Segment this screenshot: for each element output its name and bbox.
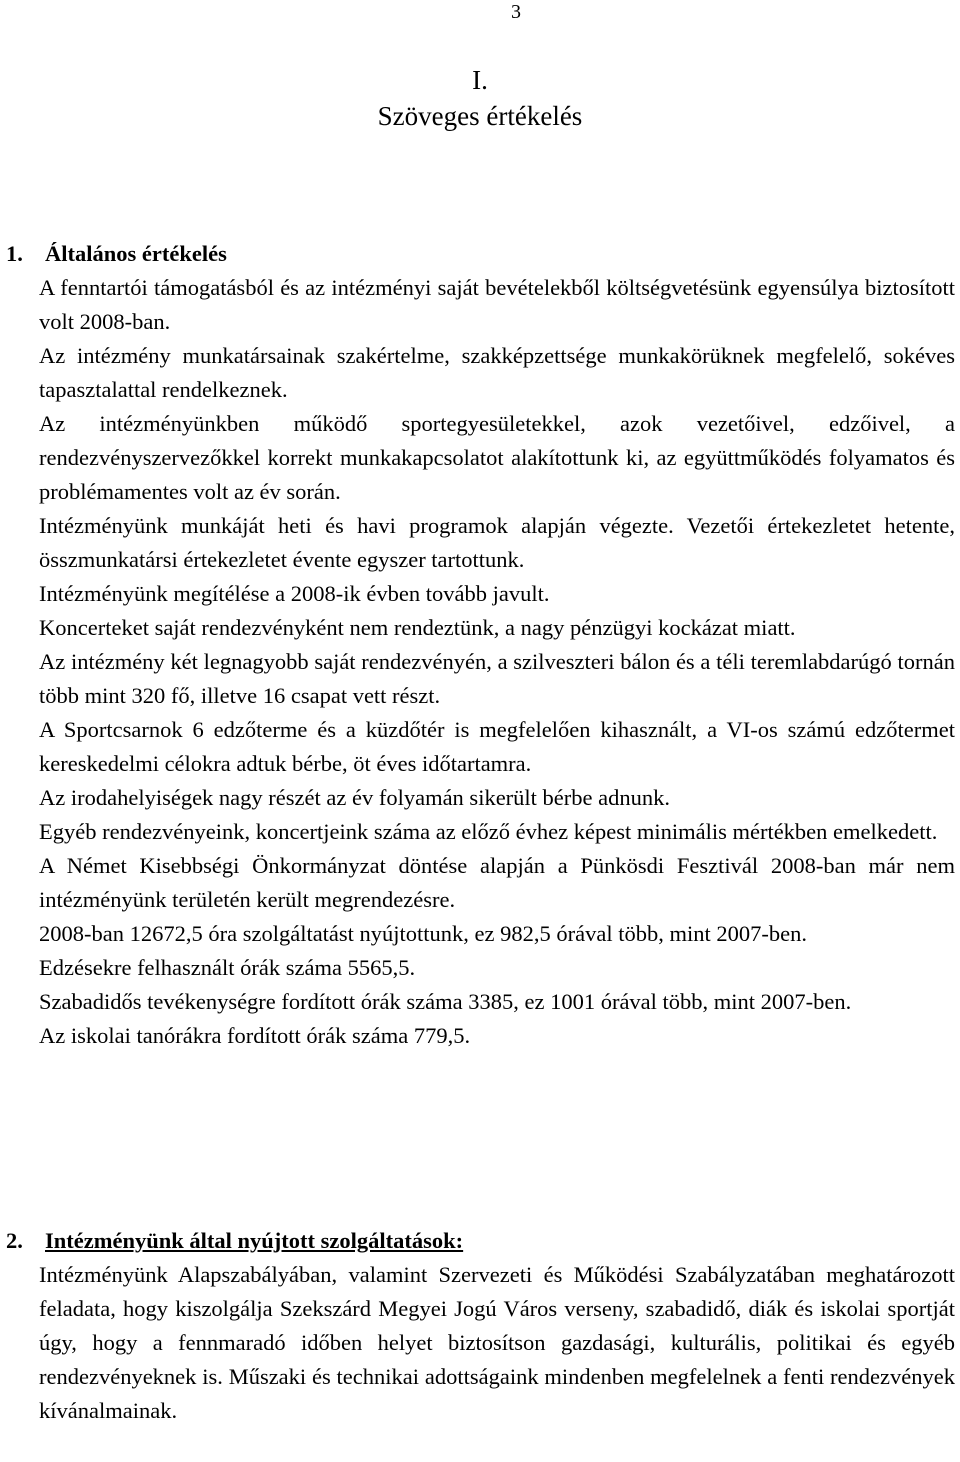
chapter-title: Szöveges értékelés <box>377 101 583 131</box>
paragraph: 2008-ban 12672,5 óra szolgáltatást nyújtottunk, ez 982,5 órával több, mint 2007-ben. <box>39 921 807 946</box>
page-number: 3 <box>511 1 521 23</box>
section-title: Általános értékelés <box>45 241 227 266</box>
paragraph: Intézményünk munkáját heti és havi programok alapján végezte. Vezetői értekezletet hetente, összmunkatársi értekezletet évente egyszer tartottunk. <box>39 513 955 572</box>
paragraph: Koncerteket saját rendezvényként nem rendeztünk, a nagy pénzügyi kockázat miatt. <box>39 615 796 640</box>
chapter-numeral: I. <box>472 65 488 95</box>
paragraph: Edzésekre felhasznált órák száma 5565,5. <box>39 955 416 980</box>
section-number: 2. <box>6 1228 23 1253</box>
paragraph: Intézményünk Alapszabályában, valamint Szervezeti és Működési Szabályzatában meghatározott feladata, hogy kiszolgálja Szekszárd Megyei Jogú Város verseny, szabadidő, diák és iskolai sportját úgy, hogy a fennmaradó időben helyet biztosítson gazdasági, kulturális, politikai és egyéb rendezvényeknek is. Műszaki és technikai adottságaink mindenben megfelelnek a fenti rendezvények kívánalmainak. <box>39 1262 955 1423</box>
paragraph: Intézményünk megítélése a 2008-ik évben tovább javult. <box>39 581 550 606</box>
section-number: 1. <box>6 241 23 266</box>
paragraph: A Sportcsarnok 6 edzőterme és a küzdőtér is megfelelően kihasznált, a VI-os számú edzőtermet kereskedelmi célokra adtuk bérbe, öt éves időtartamra. <box>39 717 955 776</box>
paragraph: A fenntartói támogatásból és az intézményi saját bevételekből költségvetésünk egyensúlya biztosított volt 2008-ban. <box>39 275 955 334</box>
section-heading <box>0 237 960 271</box>
paragraph: Az intézmény munkatársainak szakértelme, szakképzettsége munkakörüknek megfelelő, sokéves tapasztalattal rendelkeznek. <box>39 343 955 402</box>
paragraph: Szabadidős tevékenységre fordított órák száma 3385, ez 1001 órával több, mint 2007-ben. <box>39 989 852 1014</box>
paragraph: Egyéb rendezvényeink, koncertjeink száma az előző évhez képest minimális mértékben emelkedett. <box>39 819 938 844</box>
section-heading <box>0 1224 960 1258</box>
paragraph: A Német Kisebbségi Önkormányzat döntése alapján a Pünkösdi Fesztivál 2008-ban már nem intézményünk területén került megrendezésre. <box>39 853 955 912</box>
paragraph: Az intézményünkben működő sportegyesületekkel, azok vezetőivel, edzőivel, a rendezvényszervezőkkel korrekt munkakapcsolatot alakítottunk ki, az együttműködés folyamatos és problémamentes volt az év során. <box>39 411 955 504</box>
section-services <box>0 1224 960 1428</box>
paragraph: Az iskolai tanórákra fordított órák száma 779,5. <box>39 1023 471 1048</box>
paragraph: Az intézmény két legnagyobb saját rendezvényén, a szilveszteri bálon és a téli teremlabdarúgó tornán több mint 320 fő, illetve 16 csapat vett részt. <box>39 649 955 708</box>
section-body <box>39 271 955 1053</box>
section-body <box>39 1258 955 1428</box>
section-title: Intézményünk által nyújtott szolgáltatások: <box>45 1228 464 1253</box>
paragraph: Az irodahelyiségek nagy részét az év folyamán sikerült bérbe adnunk. <box>39 785 670 810</box>
section-general-evaluation <box>0 237 960 1053</box>
